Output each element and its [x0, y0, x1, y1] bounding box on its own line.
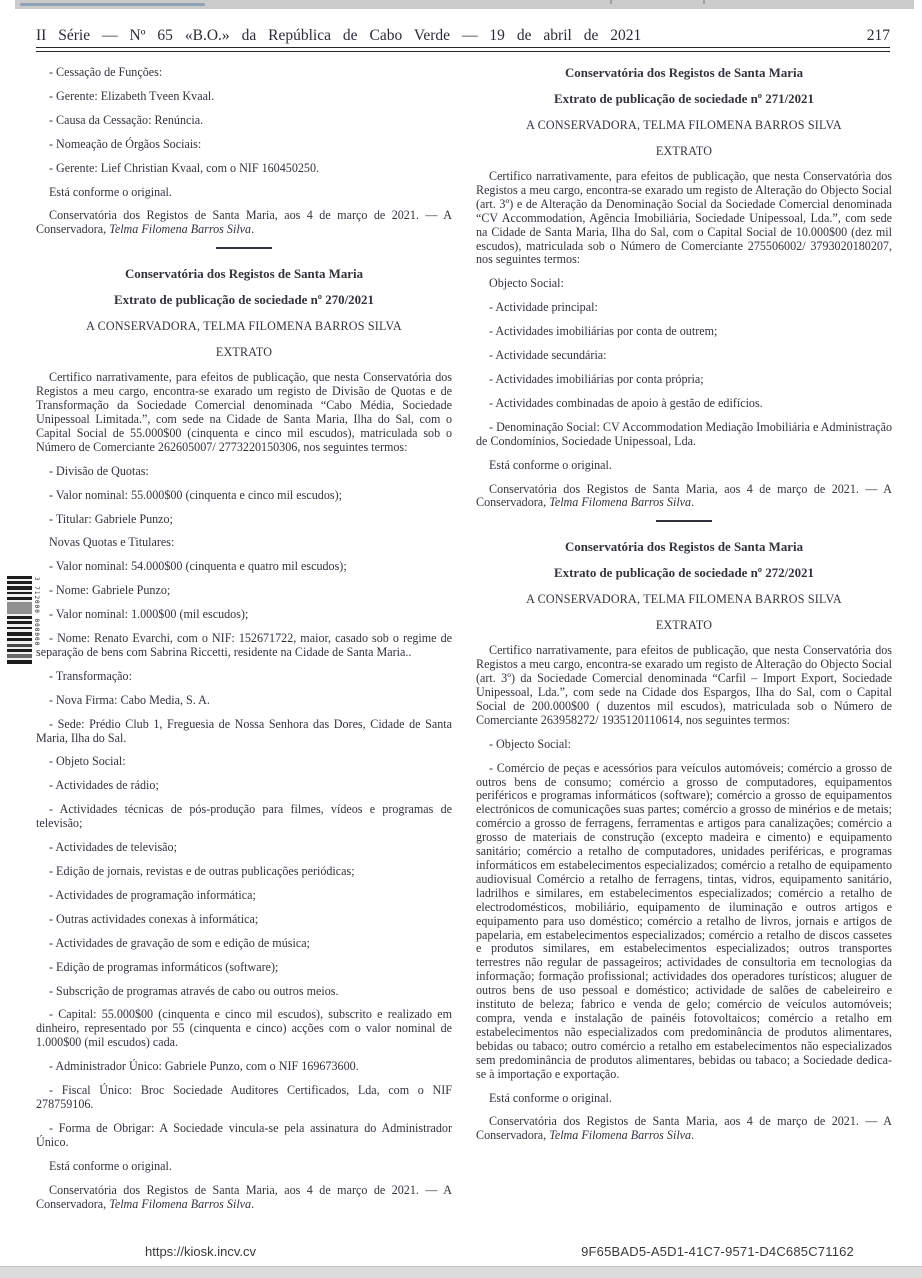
document-id: 9F65BAD5-A5D1-41C7-9571-D4C685C71162	[581, 1244, 854, 1259]
notice-paragraph: Está conforme o original.	[49, 1158, 172, 1173]
notice-paragraph: - Causa da Cessação: Renúncia.	[49, 112, 204, 127]
notice-paragraph: - Divisão de Quotas:	[49, 463, 149, 478]
section-heading: Conservatória dos Registos de Santa Maria	[124, 267, 364, 282]
barcode-number: 3 712000 000000	[33, 577, 40, 647]
notice-paragraph: - Valor nominal: 55.000$00 (cinquenta e cinco mil escudos);	[49, 487, 342, 502]
notice-paragraph: - Valor nominal: 1.000$00 (mil escudos);	[49, 607, 249, 622]
content-columns	[36, 66, 892, 1221]
centered-line: A CONSERVADORA, TELMA FILOMENA BARROS SILVA	[526, 118, 842, 132]
centered-line: A CONSERVADORA, TELMA FILOMENA BARROS SILVA	[526, 592, 842, 607]
notice-paragraph: - Subscrição de programas através de cabo ou outros meios.	[49, 983, 339, 998]
top-bar-tick	[703, 0, 705, 4]
notice-paragraph: Certifico narrativamente, para efeitos de publicação, que nesta Conservatória dos Registos a meu cargo, encontra-se exarado um registo de Divisão de Quotas e de Transformação da Sociedade Comercial denominada “Cabo Média, Sociedade Unipessoal Limitada.”, com sede na Cidade de Santa Maria, Ilha do Sal, com o Capital Social de 55.000$00 (cinquenta e cinco mil escudos), matriculada sob o Número de Comerciante 262605007/ 2773220150306, nos seguintes termos:	[36, 370, 452, 454]
header-issue-number: Nº 65	[129, 27, 173, 44]
notice-paragraph: - Nomeação de Órgãos Sociais:	[49, 136, 202, 151]
notice-paragraph: - Nome: Renato Evarchi, com o NIF: 152671722, maior, casado sob o regime de separação de bens com Sabrina Riccetti, residente na Cidade de Santa Maria..	[36, 631, 452, 659]
conservator-name: Telma Filomena Barros Silva	[549, 495, 692, 510]
kiosk-url: https://kiosk.incv.cv	[145, 1244, 257, 1259]
notice-paragraph: Objecto Social:	[489, 276, 564, 291]
barcode	[7, 576, 41, 666]
notice-paragraph: - Transformação:	[49, 668, 132, 683]
notice-paragraph: - Valor nominal: 54.000$00 (cinquenta e quatro mil escudos);	[49, 559, 347, 574]
notice-paragraph: - Denominação Social: CV Accommodation Mediação Imobiliária e Administração de Condomínios, Sociedade Unipessoal, Lda.	[476, 419, 892, 448]
notice-paragraph: - Actividades de gravação de som e edição de música;	[49, 935, 310, 950]
notice-paragraph: - Actividade principal:	[489, 300, 598, 315]
notice-paragraph: - Actividades de rádio;	[49, 778, 159, 793]
notice-paragraph: - Comércio de peças e acessórios para veículos automóveis; comércio a grosso de outros bens de consumo; comércio a grosso de computadores, equipamentos periféricos e programas informáticos (software); comércio a grosso de equipamentos electrónicos de comunicações suas partes; comércio a grosso de minérios e de metais; comércio a grosso de ferragens, ferramentas e artigos para canalizações; comércio a grosso de materiais de construção (excepto madeira e cimento) e equipamento sanitário; comércio a retalho de computadores, unidades periféricas, e programas informáticos em estabelecimentos especializados; comércio a retalho de equipamento audiovisual Comércio a retalho de ferragens, tintas, vidros, equipamento sanitário, ladrilhos e similares, em estabelecimentos especializados; comércio a retalho de electrodomésticos, mobiliário, equipamento de iluminação e outros artigos e equipamento para uso doméstico; comércio a retalho de livros, jornais e artigos de papelaria, em estabelecimentos especializados; comércio a retalho de discos cassetes e produtos similares, em estabelecimentos especializados; outros transportes terrestres não regular de passageiros; actividades de consultoria em tecnologias da informação; formação profissional; actividades dos operadores turísticos; aluguer de outros bens de uso pessoal e doméstico; actividade de salões de cabeleireiro e instituto de beleza; fabrico e venda de gelo; comércio de veículos automóveis; compra, venda e instalação de painéis fotovoltaicos; comércio a retalho em estabelecimentos não especializados com predominância de produtos alimentares, bebidas ou tabaco; outro comércio a retalho em estabelecimentos não especializados sem predominância de produtos alimentares, bebidas ou tabaco; a Sociedade dedica-se à importação e exportação.	[476, 760, 892, 1081]
section-heading: Extrato de publicação de sociedade nº 271/2021	[554, 92, 814, 106]
header-page-number: 217	[866, 27, 890, 44]
scrollbar-thumb[interactable]	[20, 3, 205, 6]
notice-paragraph: - Actividades técnicas de pós-produção para filmes, vídeos e programas de televisão;	[36, 802, 452, 831]
notice-paragraph: - Capital: 55.000$00 (cinquenta e cinco mil escudos), subscrito e realizado em dinheiro, representado por 55 (cinquenta e cinco) acções com o valor nominal de 1.000$00 (mil escudos) cada.	[36, 1007, 452, 1050]
header-republic: da República de Cabo Verde	[241, 27, 451, 44]
notice-paragraph: Certifico narrativamente, para efeitos de publicação, que nesta Conservatória dos Registos a meu cargo, encontra-se exarado um registo de Alteração do Objecto Social (art. 3º) da Sociedade Comercial denominada “Carfil – Import Export, Sociedade Unipessoal, Lda.”, com sede na Cidade dos Espargos, Ilha do Sal, com o Capital Social de 200.000$00 ( duzentos mil escudos), matriculada sob o Número de Comerciante 263958272/ 1935120110614, nos seguintes termos:	[476, 643, 892, 727]
top-bar-tick	[610, 0, 612, 4]
header-date: 19 de abril de 2021	[489, 27, 642, 44]
notice-paragraph: - Actividades de programação informática;	[49, 887, 256, 902]
notice-paragraph: - Forma de Obrigar: A Sociedade vincula-se pela assinatura do Administrador Único.	[36, 1120, 452, 1149]
centered-line: A CONSERVADORA, TELMA FILOMENA BARROS SILVA	[86, 319, 402, 334]
header-gazette-abbrev: «B.O.»	[184, 27, 230, 44]
section-heading: Conservatória dos Registos de Santa Maria	[564, 66, 804, 80]
conservator-name: Telma Filomena Barros Silva	[549, 1128, 692, 1143]
header-rule	[36, 47, 890, 52]
gazette-header	[36, 27, 890, 45]
centered-line: EXTRATO	[215, 345, 273, 360]
signature-paragraph: Conservatória dos Registos de Santa Maria, aos 4 de março de 2021. — A Conservadora, Telma Filomena Barros Silva.	[36, 1182, 452, 1211]
notice-paragraph: - Sede: Prédio Club 1, Freguesia de Nossa Senhora das Dores, Cidade de Santa Maria, Ilha do Sal.	[36, 716, 452, 745]
barcode-bars	[7, 576, 32, 664]
section-heading: Extrato de publicação de sociedade nº 272/2021	[554, 566, 814, 581]
notice-paragraph: Está conforme o original.	[489, 457, 612, 472]
notice-paragraph: - Nome: Gabriele Punzo;	[49, 583, 171, 598]
conservator-name: Telma Filomena Barros Silva	[109, 1196, 252, 1211]
gazette-header-text	[36, 27, 641, 45]
column-left	[36, 66, 452, 1221]
notice-paragraph: Está conforme o original.	[49, 184, 172, 199]
notice-paragraph: - Fiscal Único: Broc Sociedade Auditores Certificados, Lda, com o NIF 278759106.	[36, 1083, 452, 1111]
notice-paragraph: - Actividades de televisão;	[49, 840, 177, 855]
notice-paragraph: - Administrador Único: Gabriele Punzo, com o NIF 169673600.	[49, 1059, 359, 1074]
notice-paragraph: Está conforme o original.	[489, 1090, 612, 1105]
signature-paragraph: Conservatória dos Registos de Santa Maria, aos 4 de março de 2021. — A Conservadora, Telma Filomena Barros Silva.	[476, 481, 892, 510]
notice-paragraph: - Titular: Gabriele Punzo;	[49, 511, 173, 526]
notice-paragraph: - Outras actividades conexas à informática;	[49, 911, 259, 926]
notice-paragraph: - Actividade secundária:	[489, 348, 607, 363]
section-heading: Extrato de publicação de sociedade nº 270/2021	[114, 293, 374, 308]
centered-line: EXTRATO	[655, 618, 713, 633]
notice-paragraph: - Nova Firma: Cabo Media, S. A.	[49, 692, 210, 707]
notice-paragraph: - Edição de programas informáticos (software);	[49, 959, 279, 974]
notice-paragraph: - Edição de jornais, revistas e de outras publicações periódicas;	[49, 864, 355, 878]
notice-paragraph: - Actividades combinadas de apoio à gestão de edifícios.	[489, 395, 763, 410]
notice-paragraph: - Cessação de Funções:	[49, 65, 163, 79]
section-separator	[656, 520, 712, 522]
centered-line: EXTRATO	[655, 144, 713, 158]
header-dash: —	[102, 27, 118, 44]
notice-paragraph: - Gerente: Elizabeth Tveen Kvaal.	[49, 88, 215, 103]
notice-paragraph: Novas Quotas e Titulares:	[49, 535, 175, 550]
signature-paragraph: Conservatória dos Registos de Santa Maria, aos 4 de março de 2021. — A Conservadora, Telma Filomena Barros Silva.	[36, 208, 452, 237]
notice-paragraph: - Actividades imobiliárias por conta de outrem;	[489, 324, 718, 339]
notice-paragraph: - Actividades imobiliárias por conta própria;	[489, 371, 704, 386]
header-dash: —	[461, 27, 478, 44]
signature-paragraph: Conservatória dos Registos de Santa Maria, aos 4 de março de 2021. — A Conservadora, Telma Filomena Barros Silva.	[476, 1114, 892, 1143]
section-separator	[216, 247, 272, 249]
notice-paragraph: - Objecto Social:	[489, 736, 571, 751]
viewer-top-bar	[15, 0, 914, 9]
viewer-bottom-bar	[0, 1266, 922, 1278]
notice-paragraph: Certifico narrativamente, para efeitos de publicação, que nesta Conservatória dos Registos a meu cargo, encontra-se exarado um registo de Alteração do Objecto Social (art. 3º) e de Alteração da Denominação Social da Sociedade Comercial denominada “CV Accommodation, Agência Imobiliária, Sociedade Unipessoal, Lda.”, com sede na Cidade de Santa Maria, Ilha do Sal, com o Capital Social de 10.000$00 (dez mil escudos), matriculada sob o Número de Comerciante 275506002/ 3793020180207, nos seguintes termos:	[476, 169, 892, 267]
page-footer	[0, 1244, 922, 1259]
conservator-name: Telma Filomena Barros Silva	[109, 222, 252, 237]
header-series: II Série	[36, 27, 91, 44]
column-right	[476, 66, 892, 1221]
notice-paragraph: - Objeto Social:	[49, 754, 126, 769]
notice-paragraph: - Gerente: Lief Christian Kvaal, com o NIF 160450250.	[49, 160, 320, 175]
section-heading: Conservatória dos Registos de Santa Maria	[564, 540, 804, 555]
